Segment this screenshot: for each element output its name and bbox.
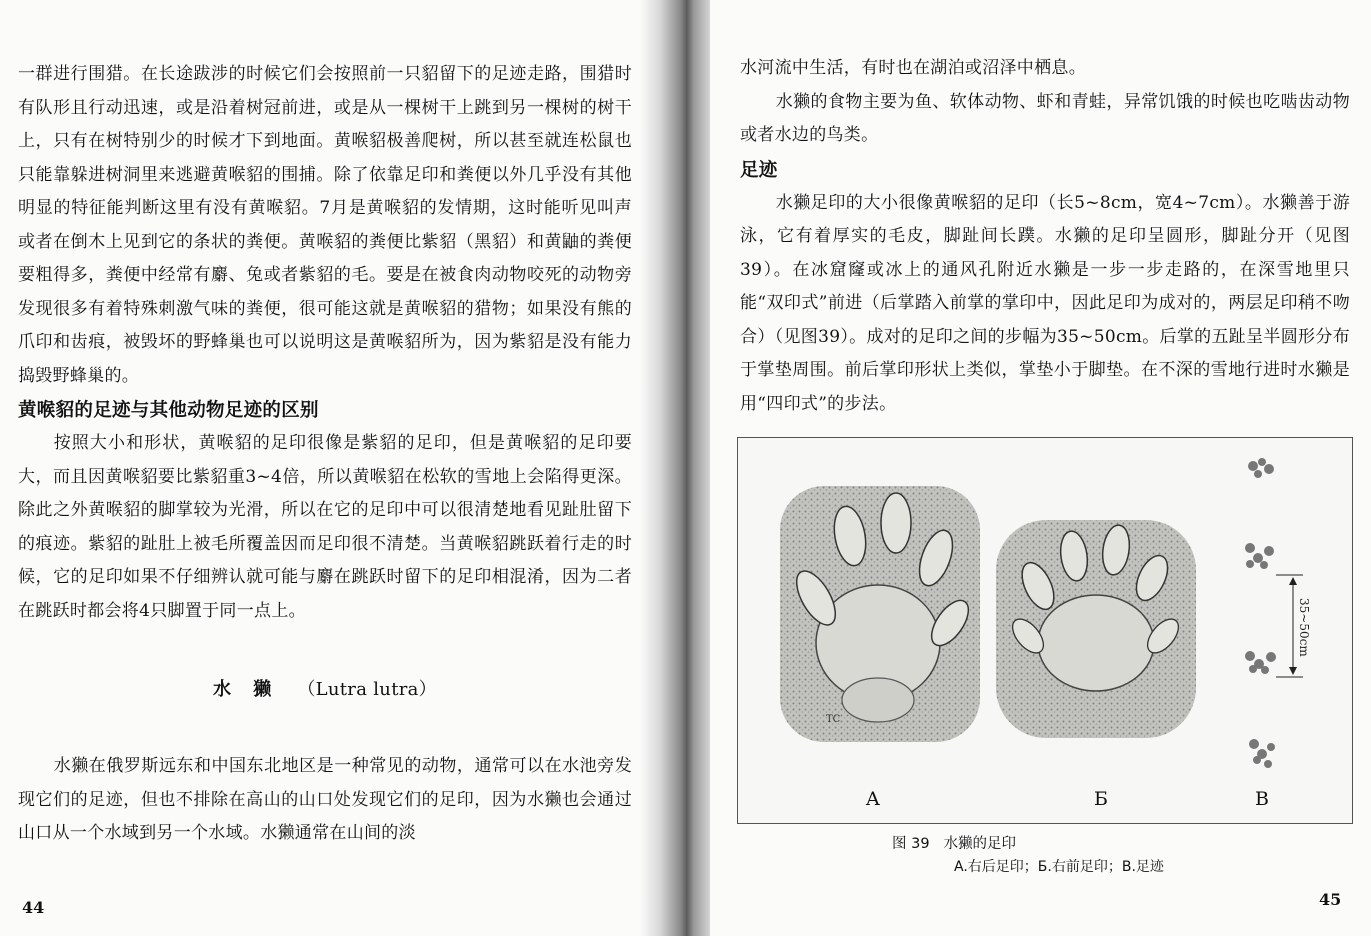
body-paragraph: 水獭的食物主要为鱼、软体动物、虾和青蛙，异常饥饿的时候也吃啮齿动物或者水边的鸟类。	[740, 91, 1350, 145]
trail-print	[1249, 739, 1275, 768]
body-paragraph: 水獭足印的大小很像黄喉貂的足印（长5~8cm，宽4~7cm）。水獭善于游泳，它有着厚实的毛皮，脚趾间长蹼。水獭的足印呈圆形，脚趾分开（见图39）。在冰窟窿或冰上的通风孔附近水獭是一步一步走路的，在深雪地里只能“双印式”前进（后掌踏入前掌的掌印中，因此足印为成对的，两层足印稍不吻合）（见图39）。成对的足印之间的步幅为35~50cm。后掌的五趾呈半圆形分布于掌垫周围。前后掌印形状上类似，掌垫小于脚垫。在不深的雪地行进时水獭是用“四印式”的步法。	[740, 192, 1350, 414]
page-number: 44	[22, 898, 45, 917]
footprint-trail-c	[1245, 458, 1311, 768]
figure-number: 图 39	[892, 836, 930, 852]
figure-caption-title: 水獭的足印	[943, 836, 1017, 852]
trail-print	[1245, 651, 1276, 674]
species-title	[18, 674, 632, 706]
stride-measure-label: 35~50cm	[1297, 598, 1311, 657]
figure-caption	[892, 832, 1016, 853]
figure-caption-subtitle: A.右后足印；Б.右前足印；B.足迹	[954, 859, 1164, 875]
page-number: 45	[1319, 890, 1342, 909]
figure-label-b: Б	[1094, 788, 1108, 810]
trail-print	[1245, 543, 1274, 569]
figure-label-a: A	[866, 788, 880, 810]
figure-label-c: B	[1255, 788, 1269, 810]
left-page	[0, 0, 660, 936]
hind-paw-print-a	[780, 486, 980, 742]
artist-mark: TC	[826, 714, 841, 725]
left-page-body	[18, 58, 632, 851]
body-paragraph: 按照大小和形状，黄喉貂的足印很像是紫貂的足印，但是黄喉貂的足印要大，而且因黄喉貂要比紫貂重3~4倍，所以黄喉貂在松软的雪地上会陷得更深。除此之外黄喉貂的脚掌较为光滑，所以在它的足印中可以很清楚地看见趾肚留下的痕迹。紫貂的趾肚上被毛所覆盖因而足印很不清楚。当黄喉貂跳跃着行走的时候，它的足印如果不仔细辨认就可能与麝在跳跃时留下的足印相混淆，因为二者在跳跃时都会将4只脚置于同一点上。	[18, 433, 632, 621]
body-paragraph: 水獭在俄罗斯远东和中国东北地区是一种常见的动物，通常可以在水池旁发现它们的足迹，但也不排除在高山的山口处发现它们的足印，因为水獭也会通过山口从一个水域到另一个水域。水獭通常在山间的淡	[18, 756, 632, 843]
species-name: 水 獭	[213, 679, 280, 700]
species-latin-name: （Lutra lutra）	[297, 679, 437, 700]
section-heading: 足迹	[740, 159, 778, 181]
right-page	[710, 0, 1371, 936]
footprint-illustration	[738, 438, 1352, 823]
figure-otter-footprints	[737, 437, 1353, 824]
section-heading: 黄喉貂的足迹与其他动物足迹的区别	[18, 400, 319, 421]
right-page-body	[740, 52, 1350, 421]
body-paragraph: 水河流中生活，有时也在湖泊或沼泽中栖息。	[740, 58, 1086, 78]
body-paragraph: 一群进行围猎。在长途跋涉的时候它们会按照前一只貂留下的足迹走路，围猎时有队形且行动迅速，或是沿着树冠前进，或是从一棵树干上跳到另一棵树的树干上，只有在树特别少的时候才下到地面。黄喉貂极善爬树，所以甚至就连松鼠也只能靠躲进树洞里来逃避黄喉貂的围捕。除了依靠足印和粪便以外几乎没有其他明显的特征能判断这里有没有黄喉貂。7月是黄喉貂的发情期，这时能听见叫声或者在倒木上见到它的条状的粪便。黄喉貂的粪便比紫貂（黑貂）和黄鼬的粪便要粗得多，粪便中经常有麝、兔或者紫貂的毛。要是在被食肉动物咬死的动物旁发现很多有着特殊刺激气味的粪便，很可能这就是黄喉貂的猎物；如果没有熊的爪印和齿痕，被毁坏的野蜂巢也可以说明这是黄喉貂所为，因为紫貂是没有能力捣毁野蜂巢的。	[18, 64, 632, 386]
trail-print	[1248, 458, 1274, 478]
stride-measurement	[1276, 575, 1311, 677]
fore-paw-print-b	[996, 520, 1196, 738]
